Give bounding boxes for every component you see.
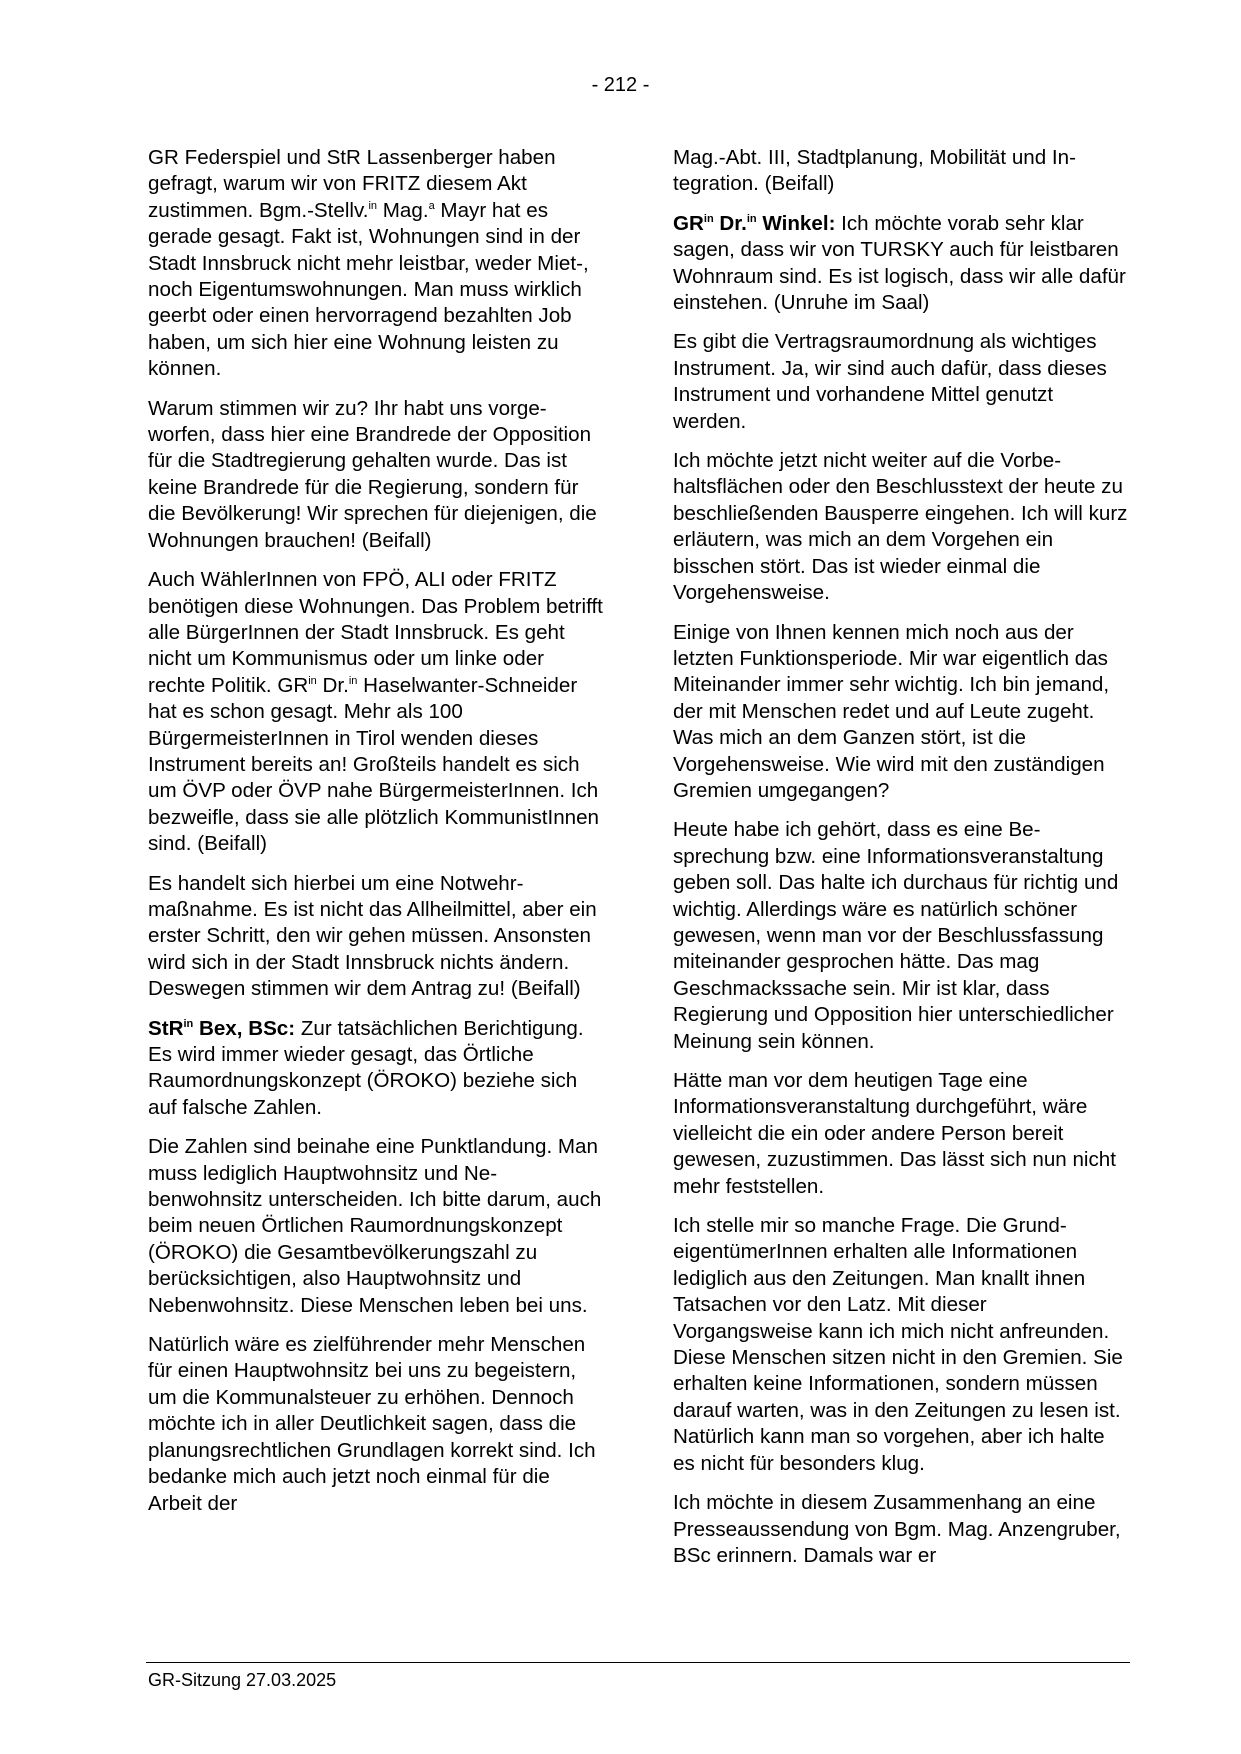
paragraph: Ich möchte in diesem Zusammenhang an eine Presseaussendung von Bgm. Mag. Anzengruber, BSc erinnern. Damals war er <box>673 1491 1121 1567</box>
footer-session-date: GR-Sitzung 27.03.2025 <box>148 1670 337 1690</box>
paragraph: Auch WählerInnen von FPÖ, ALI oder FRITZ benötigen diese Wohnungen. Das Problem betrifft alle BürgerInnen der Stadt Innsbruck. Es geht nicht um Kommunismus oder um linke oder rechte Politik. $GR^{in}$ Dr.$^{in}$ Haselwanter-Schneider hat es schon gesagt. Mehr als 100 BürgermeisterInnen in Tirol wenden dieses Instrument bereits an! Großteils handelt es sich um ÖVP oder ÖVP nahe BürgermeisterInnen. Ich bezweifle, dass sie alle plötzlich KommunistInnen sind. (Beifall) <box>148 568 603 856</box>
speaker-paragraph: $GR^{in}$ Dr.$^{in}$ Winkel: Ich möchte vorab sehr klar sagen, dass wir von TURSKY auch für leistbaren Wohnraum sind. Es ist logisch, dass wir alle dafür einstehen. (Unruhe im Saal) <box>673 211 1126 315</box>
paragraph: Heute habe ich gehört, dass es eine Besprechung bzw. eine Informationsveranstaltung geben soll. Das halte ich durchaus für richtig und wichtig. Allerdings wäre es natürlich schöner gewesen, wenn man vor der Beschlussfassung miteinander gesprochen hätte. Das mag Geschmackssache sein. Mir ist klar, dass Regierung und Opposition hier unterschiedlicher Meinung sein können. <box>673 818 1119 1053</box>
paragraph: Warum stimmen wir zu? Ihr habt uns vorgeworfen, dass hier eine Brandrede der Opposition für die Stadtregierung gehalten wurde. Das ist keine Brandrede für die Regierung, sondern für die Bevölkerung! Wir sprechen für diejenigen, die Wohnungen brauchen! (Beifall) <box>148 396 597 552</box>
paragraph: Mag.-Abt. III, Stadtplanung, Mobilität und Integration. (Beifall) <box>673 146 1076 196</box>
paragraph: Es gibt die Vertragsraumordnung als wichtiges Instrument. Ja, wir sind auch dafür, dass dieses Instrument und vorhandene Mittel genutzt werden. <box>673 330 1107 433</box>
speaker-name: $GR^{in}$ Dr.$^{in}$ Winkel: <box>673 211 836 235</box>
paragraph: Hätte man vor dem heutigen Tage eine Informationsveranstaltung durchgeführt, wäre vielleicht die ein oder andere Person bereit gewesen, zuzustimmen. Das lässt sich nun nicht mehr feststellen. <box>673 1069 1116 1198</box>
paragraph: Ich möchte jetzt nicht weiter auf die Vorbehaltsflächen oder den Beschlusstext der heute zu beschließenden Bausperre eingehen. Ich will kurz erläutern, was mich an dem Vorgehen ein bisschen stört. Das ist wieder einmal die Vorgehensweise. <box>673 449 1128 605</box>
speaker-name: StR$^{in}$ Bex, BSc: <box>148 1016 296 1040</box>
paragraph: Ich stelle mir so manche Frage. Die GrundeigentümerInnen erhalten alle Informationen lediglich aus den Zeitungen. Man knallt ihnen Tatsachen vor den Latz. Mit dieser Vorgangsweise kann ich mich nicht anfreunden. Diese Menschen sitzen nicht in den Gremien. Sie erhalten keine Informationen, sondern müssen darauf warten, was in den Zeitungen zu lesen ist. Natürlich kann man so vorgehen, aber ich halte es nicht für besonders klug. <box>673 1214 1123 1475</box>
speaker-paragraph: StR$^{in}$ Bex, BSc: Zur tatsächlichen Berichtigung. Es wird immer wieder gesagt, das Örtliche Raumordnungskonzept (ÖROKO) beziehe sich auf falsche Zahlen. <box>148 1016 584 1119</box>
right-column <box>673 145 1129 1582</box>
paragraph: Die Zahlen sind beinahe eine Punktlandung. Man muss lediglich Hauptwohnsitz und Nebenwohnsitz unterscheiden. Ich bitte darum, auch beim neuen Örtlichen Raumordnungskonzept (ÖROKO) die Gesamtbevölkerungszahl zu berücksichtigen, also Hauptwohnsitz und Nebenwohnsitz. Diese Menschen leben bei uns. <box>148 1135 602 1317</box>
paragraph: Natürlich wäre es zielführender mehr Menschen für einen Hauptwohnsitz bei uns zu begeistern, um die Kommunalsteuer zu erhöhen. Dennoch möchte ich in aller Deutlichkeit sagen, dass die planungsrechtlichen Grundlagen korrekt sind. Ich bedanke mich auch jetzt noch einmal für die Arbeit der <box>148 1333 596 1515</box>
page-number: - 212 - <box>591 74 650 96</box>
left-column <box>148 145 604 1530</box>
paragraph: Einige von Ihnen kennen mich noch aus der letzten Funktionsperiode. Mir war eigentlich das Miteinander immer sehr wichtig. Ich bin jemand, der mit Menschen redet und auf Leute zugeht. Was mich an dem Ganzen stört, ist die Vorgehensweise. Wie wird mit den zuständigen Gremien umgegangen? <box>673 620 1110 802</box>
footer-divider <box>146 1662 1130 1663</box>
paragraph: Es handelt sich hierbei um eine Notwehrmaßnahme. Es ist nicht das Allheilmittel, aber ein erster Schritt, den wir gehen müssen. Ansonsten wird sich in der Stadt Innsbruck nichts ändern. Deswegen stimmen wir dem Antrag zu! (Beifall) <box>148 871 597 1001</box>
paragraph: GR Federspiel und StR Lassenberger haben gefragt, warum wir von FRITZ diesem Akt zustimmen. Bgm.-Stellv.$^{in}$ Mag.$^a$ Mayr hat es gerade gesagt. Fakt ist, Wohnungen sind in der Stadt Innsbruck nicht mehr leistbar, weder Miet-, noch Eigentumswohnungen. Man muss wirklich geerbt oder einen hervorragend bezahlten Job haben, um sich hier eine Wohnung leisten zu können. <box>148 146 589 381</box>
